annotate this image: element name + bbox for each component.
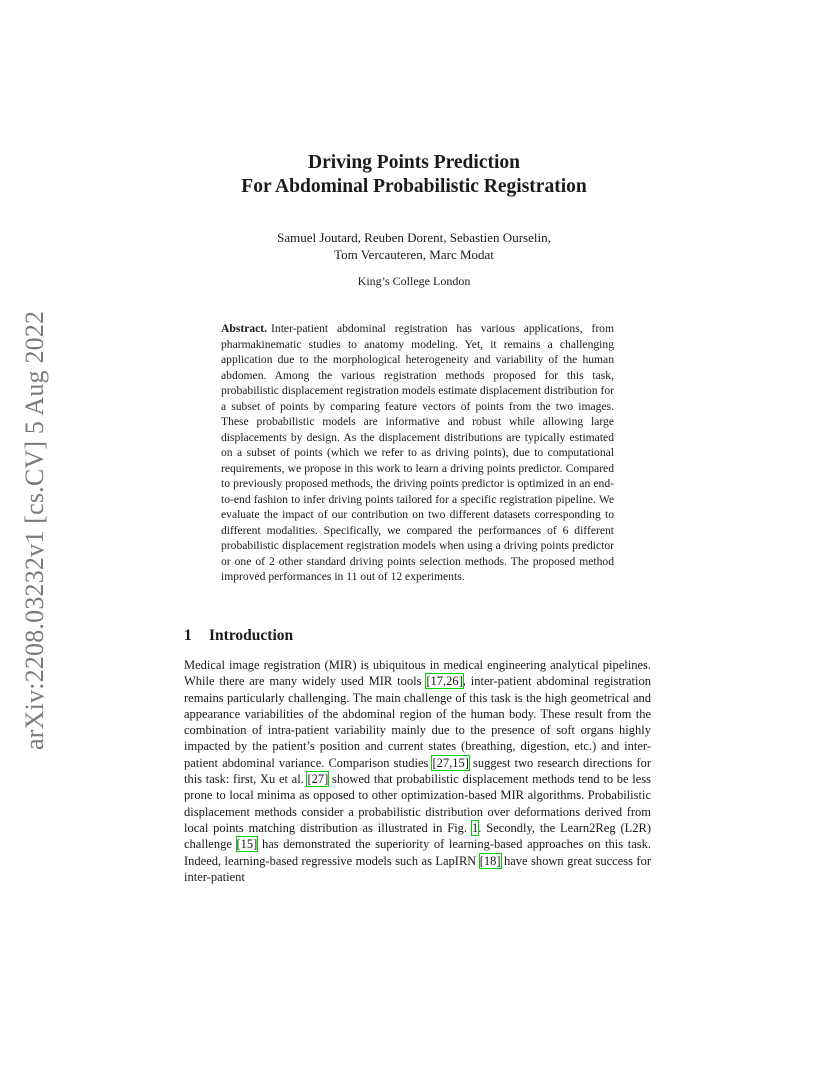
abstract-text: Inter-patient abdominal registration has various applications, from pharmakinematic studies to anatomy modeling. Yet, it remains a challenging application due to the morphological heterogeneity and variability of the human abdomen. Among the various registration methods proposed for this task, probabilistic displacement registration models estimate displacement distribution for a subset of points by comparing feature vectors of points from the two images. These probabilistic models are informative and robust while allowing large displacements by design. As the displacement distributions are typically estimated on a subset of points (which we refer to as driving points), due to computational requirements, we propose in this work to learn a driving points predictor. Compared to previously proposed methods, the driving points predictor is optimized in an end-to-end fashion to infer driving points tailored for a specific registration pipeline. We evaluate the impact of our contribution on two different datasets corresponding to different modalities. Specifically, we compared the performances of 6 different probabilistic displacement registration models when using a driving points predictor or one of 2 other standard driving points selection methods. The proposed method improved performances in 11 out of 12 experiments. — [221, 322, 614, 583]
authors-line-1: Samuel Joutard, Reuben Dorent, Sebastien Ourselin, — [277, 230, 551, 245]
author-list — [0, 229, 828, 263]
citation-link[interactable]: [27] — [307, 772, 329, 787]
introduction-paragraph — [184, 657, 651, 885]
intro-text-3: suggest two research directions for this task: first, Xu et al. — [184, 755, 651, 787]
figure-link[interactable]: 1 — [471, 820, 479, 835]
citation-link[interactable]: [27,15] — [432, 755, 469, 770]
abstract-label: Abstract. — [221, 322, 268, 335]
intro-text-7: have shown great success for inter-patient — [184, 853, 651, 884]
citation-link[interactable]: [15] — [236, 837, 258, 852]
title-line-1: Driving Points Prediction — [308, 152, 520, 173]
intro-text-1: Medical image registration (MIR) is ubiquitous in medical engineering analytical pipelines. While there are many widely used MIR tools — [184, 658, 651, 689]
intro-text-4: showed that probabilistic displacement methods tend to be less prone to local minima as opposed to other optimization-based MIR algorithms. Probabilistic displacement methods consider a probabilistic distribution over deformations derived from local points matching distribution as illustrated in Fig. — [184, 772, 651, 835]
section-heading — [184, 626, 293, 646]
affiliation: King’s College London — [357, 274, 471, 288]
abstract — [221, 321, 614, 585]
intro-text-5: . Secondly, the Learn2Reg (L2R) challenge — [184, 820, 651, 852]
arxiv-identifier: arXiv:2208.03232v1 [cs.CV] 5 Aug 2022 — [20, 310, 49, 750]
section-number: 1 — [184, 627, 192, 644]
citation-link[interactable]: [18] — [479, 853, 501, 868]
section-title: Introduction — [209, 627, 294, 644]
paper-title — [0, 151, 828, 199]
intro-text-2: , inter-patient abdominal registration remains particularly challenging. The main challenge of this task is the high geometrical and appearance variabilities of the abdominal region of the human body. These result from the combination of intra-patient variability mainly due to the presence of soft organs highly impacted by the patient’s position and current states (breathing, digestion, etc.) and inter-patient abdominal variance. Comparison studies — [184, 674, 651, 770]
authors-line-2: Tom Vercauteren, Marc Modat — [334, 247, 494, 262]
title-line-2: For Abdominal Probabilistic Registration — [241, 176, 587, 197]
intro-text-6: has demonstrated the superiority of learning-based approaches on this task. Indeed, learning-based regressive models such as LapIRN — [184, 837, 651, 868]
citation-link[interactable]: [17,26] — [426, 674, 463, 689]
